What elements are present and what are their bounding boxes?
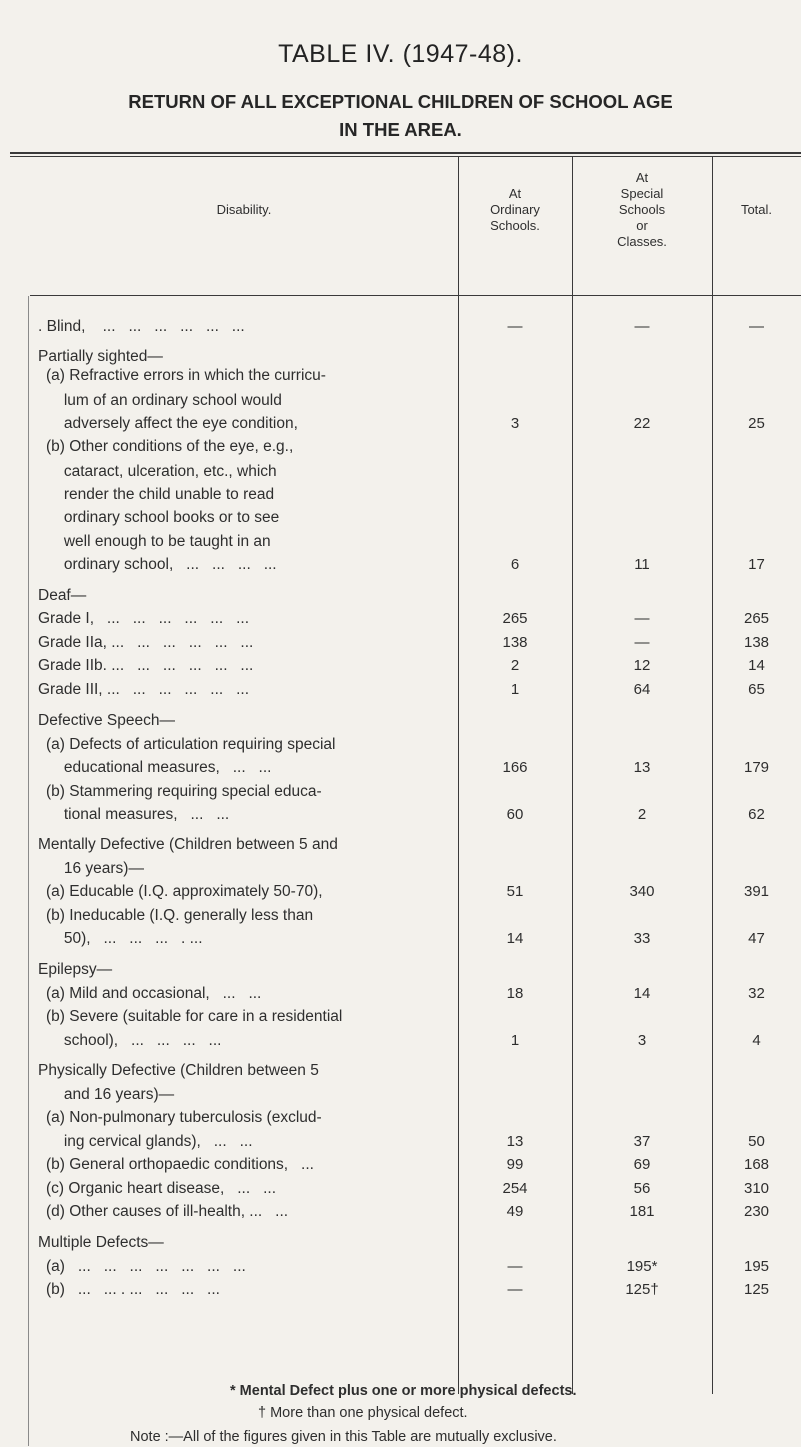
row-label: Grade III, ... ... ... ... ... ...	[38, 681, 250, 698]
row-label: Grade IIa, ... ... ... ... ... ...	[38, 634, 254, 651]
cell-ordinary: —	[507, 1258, 523, 1275]
row-label: Grade IIb. ... ... ... ... ... ...	[38, 657, 254, 674]
cell-ordinary: 1	[510, 681, 520, 698]
row-label: well enough to be taught in an	[38, 533, 271, 550]
row-label: Partially sighted—	[38, 348, 163, 365]
cell-special: 195*	[626, 1258, 658, 1275]
header-special	[572, 170, 712, 250]
cell-special: 2	[637, 806, 647, 823]
cell-total: 391	[743, 883, 770, 900]
row-label: ing cervical glands), ... ...	[38, 1133, 253, 1150]
row-label: render the child unable to read	[38, 486, 275, 503]
header-special-line4: or	[636, 218, 648, 233]
header-bottom-border	[30, 295, 801, 296]
cell-ordinary: 2	[510, 657, 520, 674]
header-ordinary	[458, 186, 572, 234]
header-special-line3: Schools	[618, 202, 666, 217]
row-label: (a) Non-pulmonary tuberculosis (exclud-	[46, 1109, 322, 1126]
row-label: lum of an ordinary school would	[38, 392, 282, 409]
row-label: . Blind, ... ... ... ... ... ...	[38, 318, 245, 335]
footnote-mental-defect: * Mental Defect plus one or more physical defects.	[230, 1383, 577, 1399]
row-label: ordinary school, ... ... ... ...	[38, 556, 277, 573]
row-label: (b) ... ... . ... ... ... ...	[46, 1281, 220, 1298]
row-label: Multiple Defects—	[38, 1234, 164, 1251]
row-label: cataract, ulceration, etc., which	[38, 463, 277, 480]
cell-total: 17	[748, 556, 765, 573]
cell-special: 125†	[625, 1281, 659, 1298]
cell-ordinary: 1	[510, 1032, 520, 1049]
header-total	[712, 202, 801, 218]
row-label: Grade I, ... ... ... ... ... ...	[38, 610, 250, 627]
left-edge-mark	[28, 296, 29, 1446]
cell-special: 37	[633, 1133, 651, 1150]
cell-ordinary: 265	[502, 610, 528, 627]
cell-total: 25	[748, 415, 765, 432]
cell-special: 181	[629, 1203, 655, 1220]
cell-special: 12	[633, 657, 651, 674]
header-ordinary-line2: Ordinary	[490, 202, 540, 217]
cell-ordinary: 138	[502, 634, 528, 651]
footnote-physical-defect: † More than one physical defect.	[258, 1405, 468, 1421]
cell-ordinary: 166	[502, 759, 528, 776]
header-special-line1: At	[635, 170, 649, 185]
header-special-line2: Special	[620, 186, 664, 201]
cell-total: 50	[748, 1133, 765, 1150]
row-label: (a) Educable (I.Q. approximately 50-70),	[46, 883, 323, 900]
cell-total: 4	[752, 1032, 761, 1049]
cell-total: 14	[748, 657, 765, 674]
table-title: TABLE IV. (1947-48).	[278, 40, 523, 68]
cell-total: 230	[743, 1203, 770, 1220]
cell-total: 310	[743, 1180, 770, 1197]
row-label: Physically Defective (Children between 5	[38, 1062, 319, 1079]
cell-ordinary: 60	[506, 806, 524, 823]
row-label: 50), ... ... ... . ...	[38, 930, 203, 947]
row-label: educational measures, ... ...	[38, 759, 272, 776]
cell-special: 33	[633, 930, 651, 947]
row-label: (b) Other conditions of the eye, e.g.,	[46, 438, 294, 455]
row-label: Mentally Defective (Children between 5 and	[38, 836, 338, 853]
cell-total: 195	[743, 1258, 770, 1275]
cell-special: —	[634, 318, 650, 335]
cell-special: 11	[634, 556, 650, 573]
cell-special: 69	[633, 1156, 651, 1173]
cell-special: 56	[633, 1180, 651, 1197]
row-label: (a) ... ... ... ... ... ... ...	[46, 1258, 246, 1275]
cell-total: 168	[743, 1156, 770, 1173]
row-label: (b) Ineducable (I.Q. generally less than	[46, 907, 314, 924]
cell-special: 22	[633, 415, 651, 432]
cell-total: —	[749, 318, 764, 335]
cell-ordinary: 14	[506, 930, 524, 947]
row-label: Defective Speech—	[38, 712, 175, 729]
cell-ordinary: 18	[506, 985, 524, 1002]
cell-special: 14	[633, 985, 651, 1002]
row-label: (b) Stammering requiring special educa-	[46, 783, 322, 800]
row-label: and 16 years)—	[38, 1086, 175, 1103]
cell-total: 65	[748, 681, 765, 698]
cell-total: 265	[743, 610, 770, 627]
header-ordinary-line3: Schools.	[490, 218, 540, 233]
row-label: (b) General orthopaedic conditions, ...	[46, 1156, 314, 1173]
row-label: ordinary school books or to see	[38, 509, 280, 526]
cell-ordinary: 3	[510, 415, 520, 432]
footnote-note: Note :—All of the figures given in this Table are mutually exclusive.	[130, 1429, 557, 1445]
cell-ordinary: 49	[506, 1203, 524, 1220]
row-label: (a) Refractive errors in which the curricu-	[46, 367, 326, 384]
row-label: (a) Defects of articulation requiring special	[46, 736, 336, 753]
row-label: school), ... ... ... ...	[38, 1032, 222, 1049]
cell-ordinary: —	[507, 1281, 523, 1298]
row-label: (b) Severe (suitable for care in a residential	[46, 1008, 343, 1025]
cell-special: —	[634, 610, 650, 627]
table-subtitle-line1: RETURN OF ALL EXCEPTIONAL CHILDREN OF SCHOOL AGE	[128, 91, 673, 112]
row-label: adversely affect the eye condition,	[38, 415, 298, 432]
cell-total: 138	[743, 634, 770, 651]
cell-ordinary: 13	[506, 1133, 524, 1150]
cell-special: 13	[633, 759, 651, 776]
cell-total: 179	[743, 759, 770, 776]
header-total-label: Total.	[740, 202, 773, 217]
cell-ordinary: 99	[506, 1156, 524, 1173]
cell-total: 32	[748, 985, 765, 1002]
cell-special: 3	[637, 1032, 647, 1049]
cell-total: 125	[743, 1281, 770, 1298]
cell-ordinary: 6	[510, 556, 520, 573]
cell-special: —	[634, 634, 650, 651]
cell-special: 64	[633, 681, 651, 698]
header-special-line5: Classes.	[617, 234, 667, 249]
cell-ordinary: 51	[506, 883, 524, 900]
cell-special: 340	[629, 883, 655, 900]
header-ordinary-line1: At	[508, 186, 522, 201]
row-label: (d) Other causes of ill-health, ... ...	[46, 1203, 289, 1220]
cell-ordinary: —	[507, 318, 523, 335]
header-disability-label: Disability.	[216, 202, 272, 217]
table-subtitle-line2: IN THE AREA.	[339, 119, 462, 140]
cell-total: 62	[748, 806, 765, 823]
row-label: (a) Mild and occasional, ... ...	[46, 985, 262, 1002]
header-disability	[30, 202, 458, 218]
row-label: Deaf—	[38, 587, 87, 604]
row-label: Epilepsy—	[38, 961, 113, 978]
top-border-thick	[10, 152, 801, 154]
cell-ordinary: 254	[502, 1180, 528, 1197]
cell-total: 47	[748, 930, 765, 947]
row-label: (c) Organic heart disease, ... ...	[46, 1180, 277, 1197]
row-label: tional measures, ... ...	[38, 806, 230, 823]
row-label: 16 years)—	[38, 860, 144, 877]
top-border-thin	[10, 156, 801, 157]
